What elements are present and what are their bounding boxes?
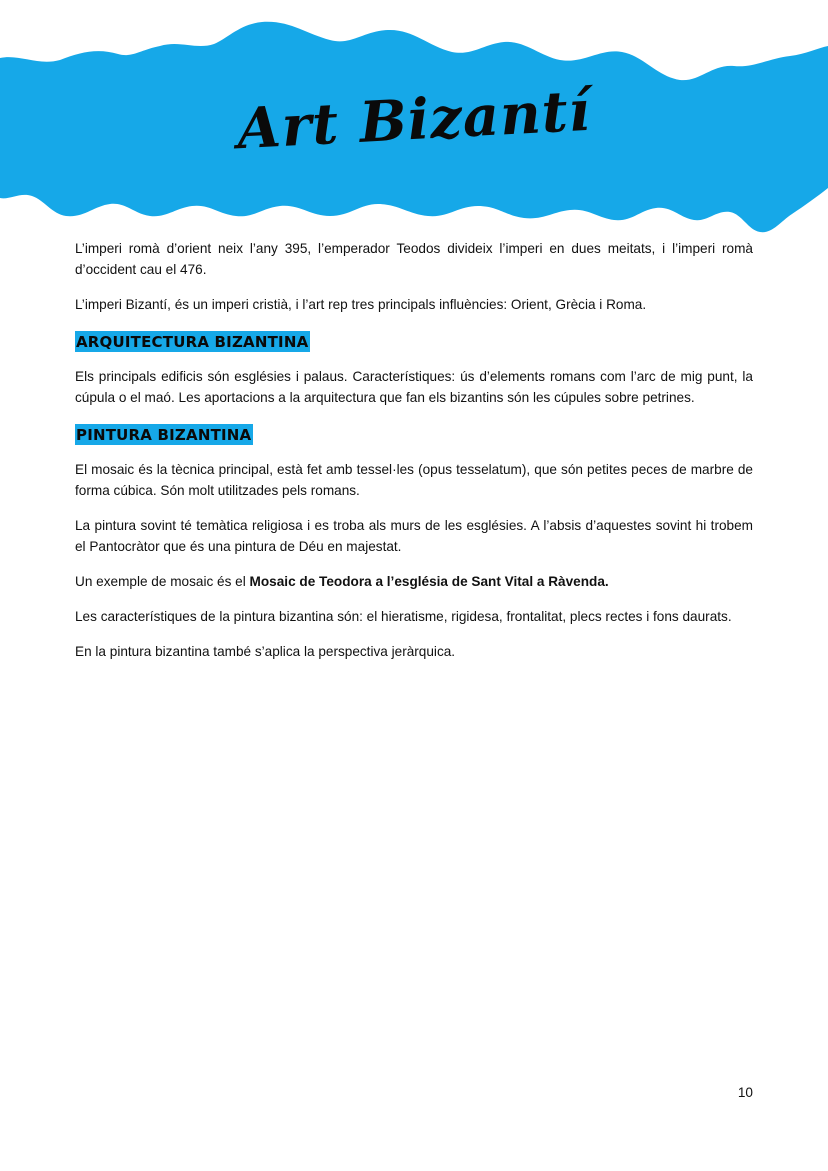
section-pintura [75,422,753,459]
heading-arquitectura: ARQUITECTURA BIZANTINA [76,333,309,351]
pintura-paragraph-3 [75,571,753,592]
intro-paragraph-1: L’imperi romà d’orient neix l’any 395, l’emperador Teodos divideix l’imperi en dues meitats, i l’imperi romà d’occident cau el 476. [75,241,753,277]
intro-paragraph-2: L’imperi Bizantí, és un imperi cristià, i l’art rep tres principals influències: Orient, Grècia i Roma. [75,297,647,312]
mosaic-teodora-bold: Mosaic de Teodora a l’església de Sant Vital a Ràvenda. [249,574,609,589]
section-arquitectura [75,329,753,366]
pintura-paragraph-2: La pintura sovint té temàtica religiosa i es troba als murs de les esglésies. A l’absis d’aquestes sovint hi trobem el Pantocràtor que és una pintura de Déu en majestat. [75,518,753,554]
heading-pintura: PINTURA BIZANTINA [76,426,252,444]
pintura-paragraph-5: En la pintura bizantina també s’aplica la perspectiva jeràrquica. [75,644,456,659]
arquitectura-paragraph-1: Els principals edificis són esglésies i palaus. Característiques: ús d’elements romans com l’arc de mig punt, la cúpula o el maó. Les aportacions a la arquitectura que fan els bizantins són les cúpules sobre petrines. [75,369,753,405]
page-number: 10 [737,1085,753,1100]
header-banner [0,0,828,240]
page-title: Art Bizantí [235,77,593,163]
pintura-paragraph-4: Les característiques de la pintura bizantina són: el hieratisme, rigidesa, frontalitat, plecs rectes i fons daurats. [75,609,732,624]
pintura-paragraph-3-prefix: Un exemple de mosaic és el [75,574,250,589]
pintura-paragraph-1: El mosaic és la tècnica principal, està fet amb tessel·les (opus tesselatum), que són petites peces de marbre de forma cúbica. Són molt utilitzades pels romans. [75,462,753,498]
main-content [75,238,753,676]
